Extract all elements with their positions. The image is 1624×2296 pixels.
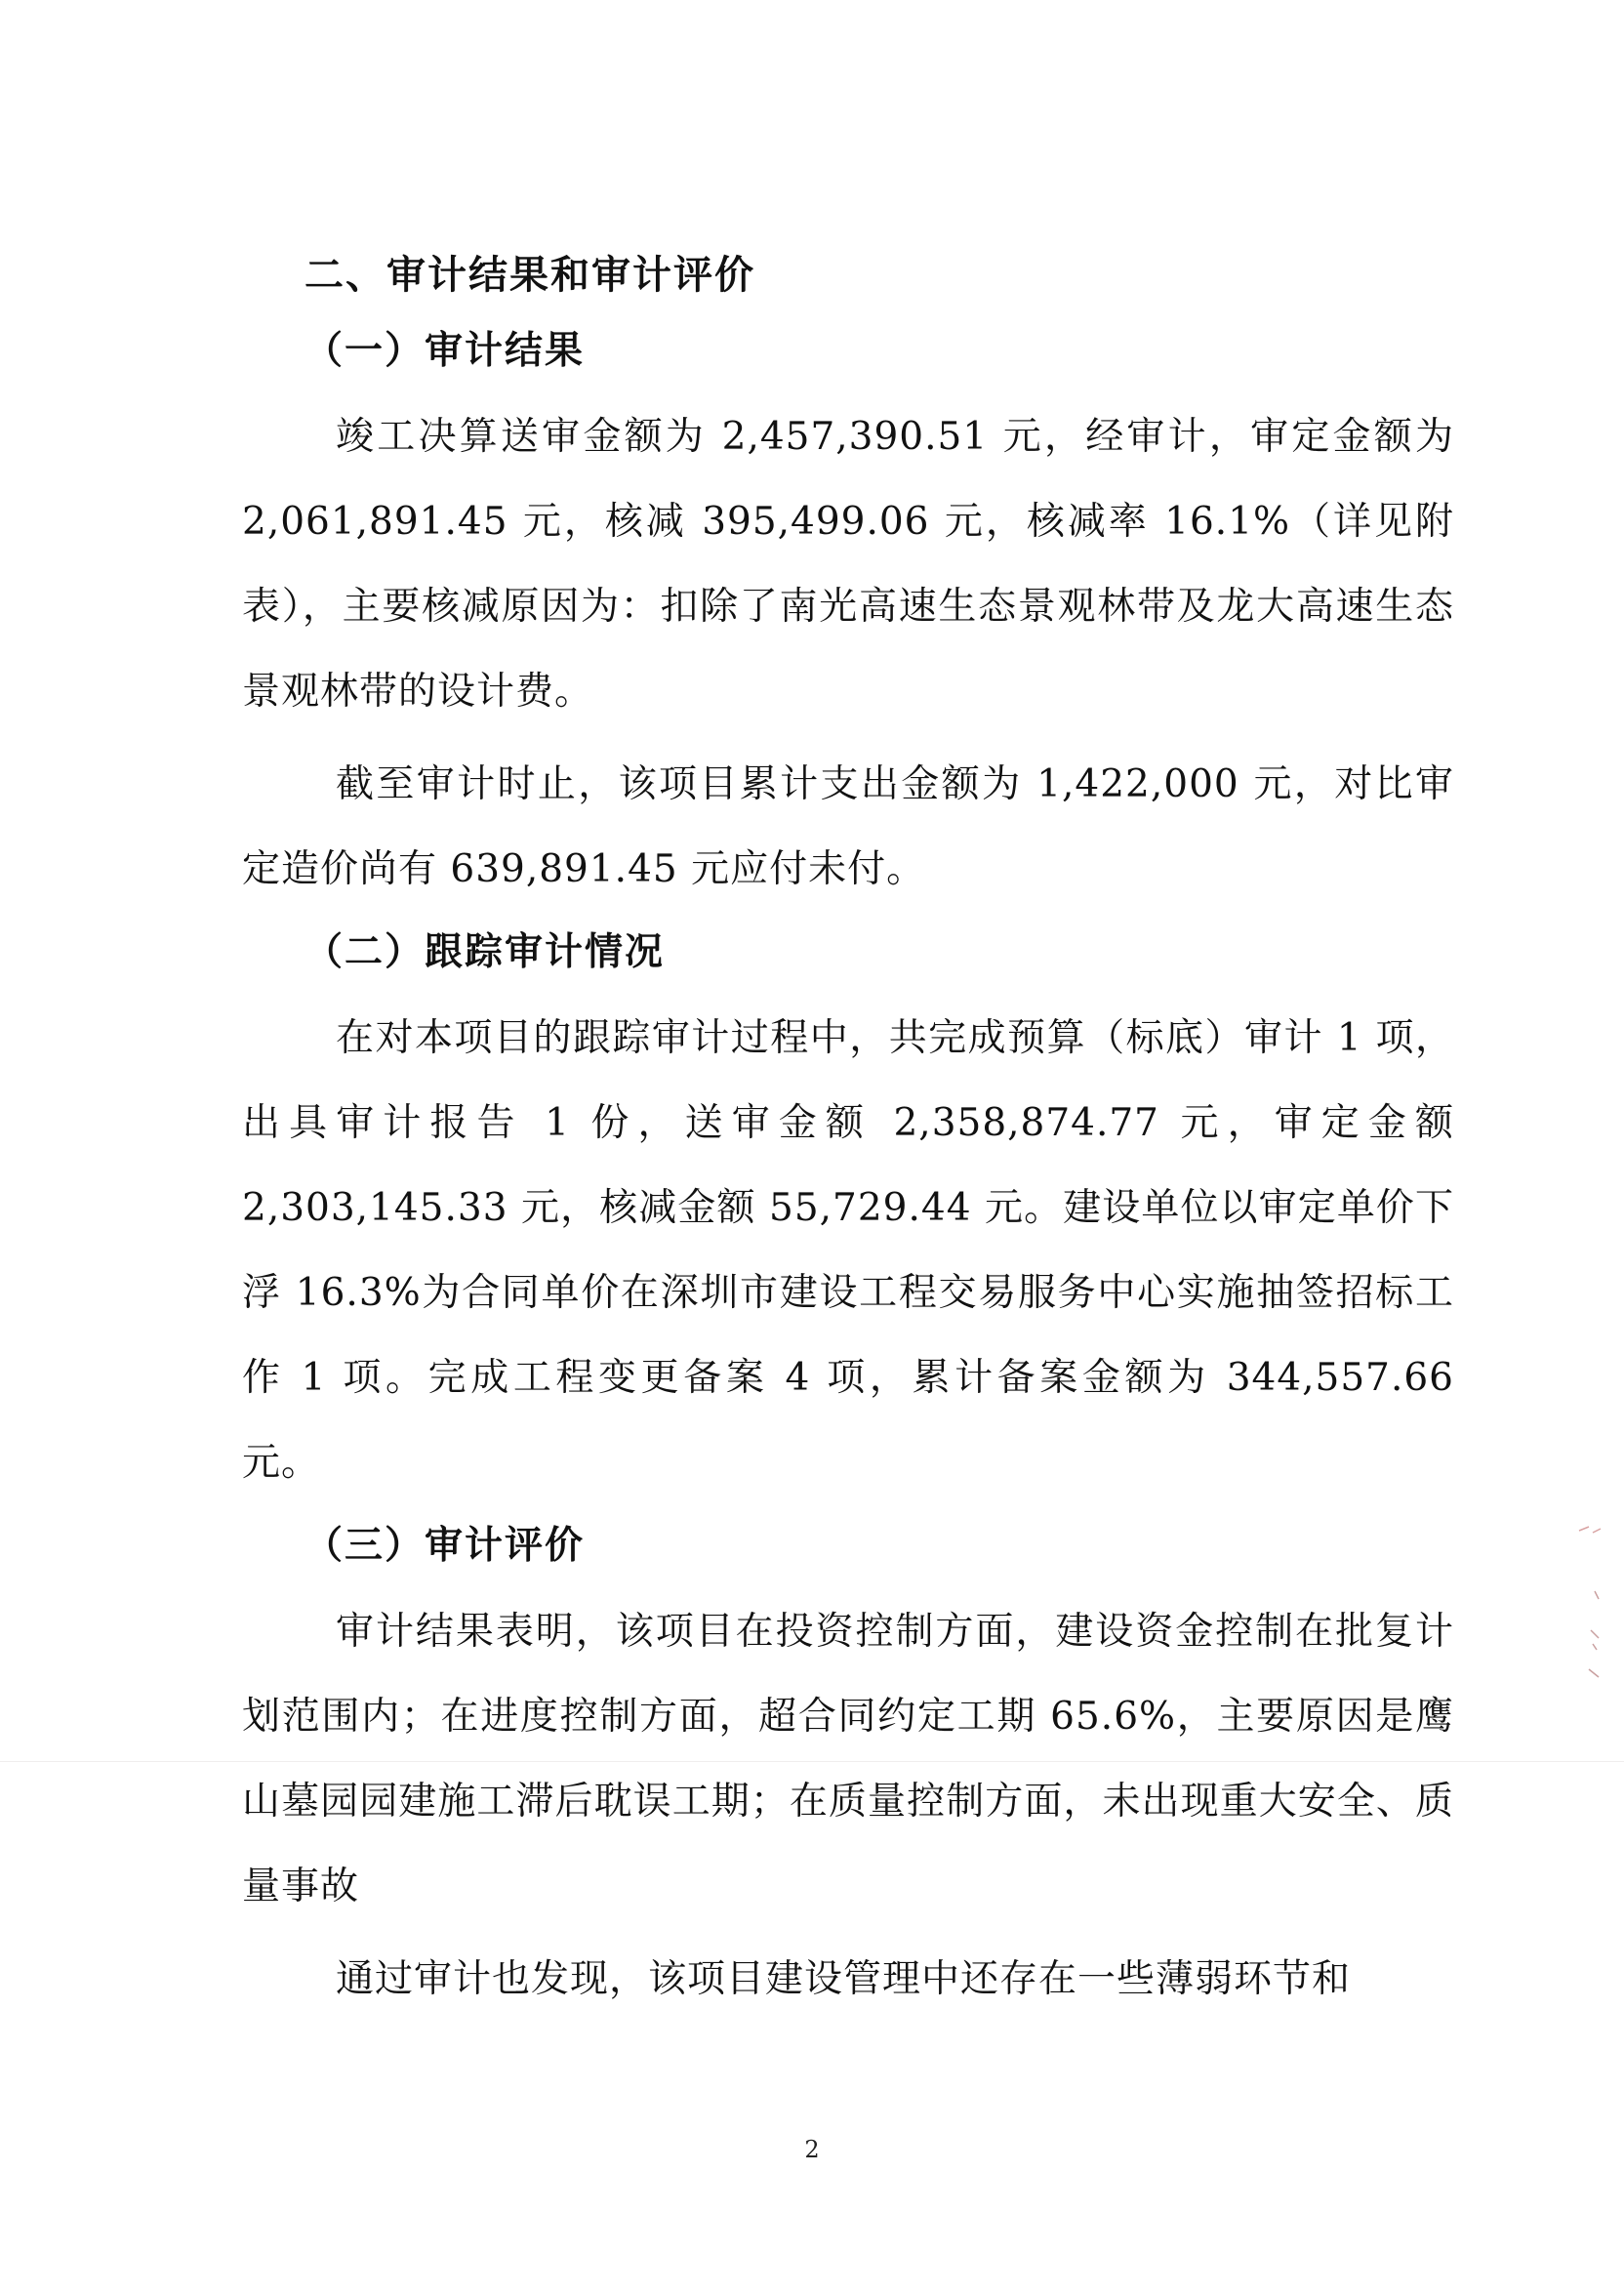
subsection-heading-audit-evaluation: （三）审计评价 (304, 1524, 586, 1568)
paragraph-audit-result-1: 竣工决算送审金额为 2,457,390.51 元，经审计，审定金额为 2,061,891.45 元，核减 395,499.06 元，核减率 16.1%（详见附表），主要核减原因为：扣除了南光高速生态景观林带及龙大高速生态景观林带的设计费。 (242, 415, 1454, 714)
paragraph-audit-evaluation-2: 通过审计也发现，该项目建设管理中还存在一些薄弱环节和 (336, 1957, 1352, 2001)
subsection-heading-audit-result: （一）审计结果 (304, 329, 586, 373)
paragraph-audit-evaluation-1: 审计结果表明，该项目在投资控制方面，建设资金控制在批复计划范围内；在进度控制方面，超合同约定工期 65.6%，主要原因是鹰山墓园园建施工滞后耽误工期；在质量控制方面，未出现重大安全、质量事故 (242, 1610, 1454, 1908)
paragraph-audit-result-2: 截至审计时止，该项目累计支出金额为 1,422,000 元，对比审定造价尚有 639,891.45 元应付未付。 (242, 762, 1454, 891)
document-body (242, 242, 1454, 2030)
page-number: 2 (804, 2136, 820, 2163)
subsection-heading-tracking-audit: （二）跟踪审计情况 (304, 930, 666, 974)
paragraph-tracking-audit-1: 在对本项目的跟踪审计过程中，共完成预算（标底）审计 1 项，出具审计报告 1 份，送审金额 2,358,874.77 元，审定金额 2,303,145.33 元，核减金额 55,729.44 元。建设单位以审定单价下浮 16.3%为合同单价在深圳市建设工程交易服务中心实施抽签招标工作 1 项。完成工程变更备案 4 项，累计备案金额为 344,557.66 元。 (242, 1016, 1454, 1485)
margin-scan-marks (1573, 1523, 1606, 1699)
section-heading: 二、审计结果和审计评价 (304, 253, 755, 298)
